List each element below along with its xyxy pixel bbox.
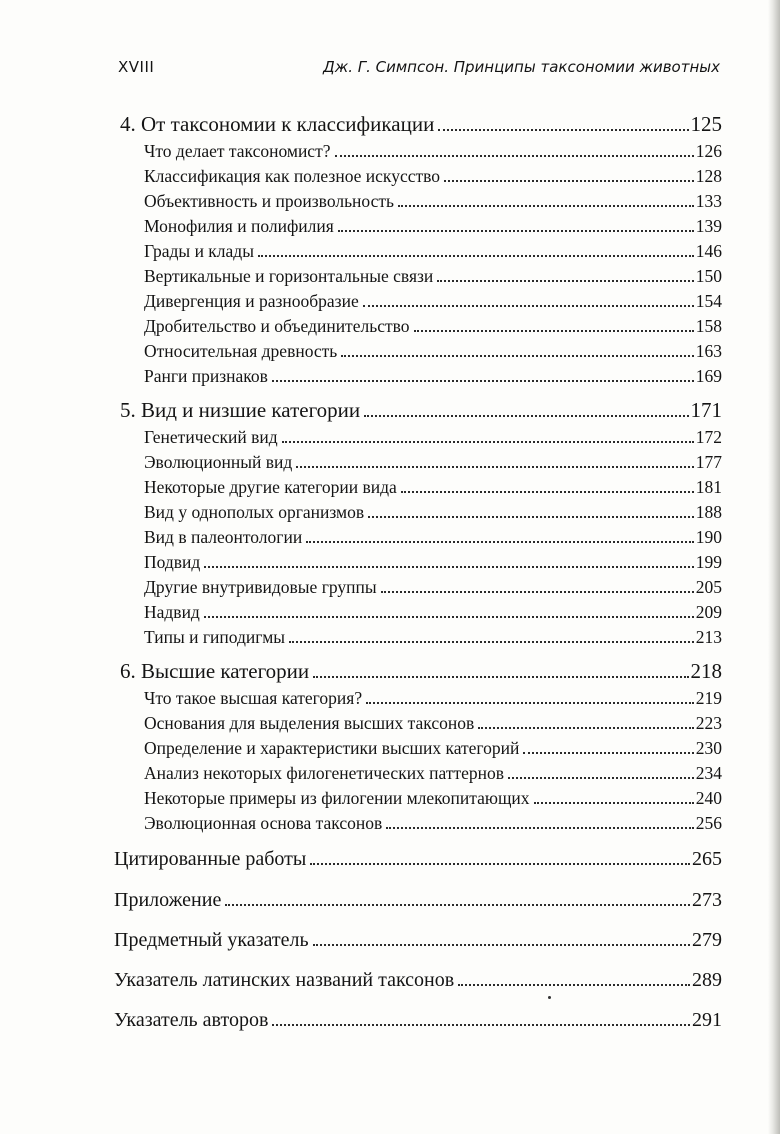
page-number: 190 bbox=[695, 527, 722, 547]
dot-leader bbox=[313, 942, 690, 946]
entry-title: Дробительство и объединительство bbox=[144, 316, 410, 336]
print-speck bbox=[548, 996, 551, 999]
dot-leader bbox=[204, 614, 694, 618]
entry-title: Вид у однополых организмов bbox=[144, 502, 365, 522]
page-number: 291 bbox=[692, 1009, 722, 1031]
entry-title: Анализ некоторых филогенетических паттернов bbox=[144, 763, 505, 783]
page-number: 126 bbox=[695, 141, 722, 161]
dot-leader bbox=[338, 228, 694, 232]
entry-title: Дивергенция и разнообразие bbox=[144, 291, 359, 311]
section-entry bbox=[144, 527, 722, 548]
section-entry bbox=[144, 788, 722, 809]
dot-leader bbox=[398, 203, 694, 207]
section-entry bbox=[144, 738, 722, 759]
section-entry bbox=[144, 427, 722, 448]
dot-leader bbox=[289, 639, 694, 643]
entry-title: Подвид bbox=[144, 552, 201, 572]
page-number: 223 bbox=[695, 713, 722, 733]
chapter-entry bbox=[120, 659, 722, 684]
entry-title: Что такое высшая категория? bbox=[144, 688, 363, 708]
entry-title: Относительная древность bbox=[144, 341, 338, 361]
page-number: 289 bbox=[692, 969, 722, 991]
entry-title: Ранги признаков bbox=[144, 366, 268, 386]
dot-leader bbox=[272, 1022, 690, 1026]
dot-leader bbox=[458, 982, 690, 986]
dot-leader bbox=[523, 750, 693, 754]
back-matter-entry bbox=[114, 969, 722, 992]
page-edge-shadow bbox=[768, 0, 780, 1134]
dot-leader bbox=[204, 564, 693, 568]
section-entry bbox=[144, 713, 722, 734]
dot-leader bbox=[401, 489, 694, 493]
back-matter-entry bbox=[114, 889, 722, 912]
entry-title: 6. Высшие категории bbox=[120, 659, 310, 683]
page-number: 188 bbox=[695, 502, 722, 522]
section-entry bbox=[144, 477, 722, 498]
entry-title: Монофилия и полифилия bbox=[144, 216, 334, 236]
dot-leader bbox=[313, 674, 688, 678]
section-entry bbox=[144, 502, 722, 523]
back-matter-entry bbox=[114, 1009, 722, 1032]
page-number: 125 bbox=[690, 112, 722, 136]
dot-leader bbox=[508, 775, 694, 779]
page-number: 154 bbox=[695, 291, 722, 311]
entry-title: Некоторые другие категории вида bbox=[144, 477, 397, 497]
back-matter-entry bbox=[114, 929, 722, 952]
section-entry bbox=[144, 602, 722, 623]
dot-leader bbox=[444, 178, 694, 182]
section-entry bbox=[144, 141, 722, 162]
entry-title: Надвид bbox=[144, 602, 200, 622]
page-folio: XVIII bbox=[118, 58, 155, 76]
dot-leader bbox=[381, 589, 694, 593]
entry-title: Вертикальные и горизонтальные связи bbox=[144, 266, 434, 286]
dot-leader bbox=[335, 153, 694, 157]
page-number: 172 bbox=[695, 427, 722, 447]
entry-title: Эволюционный вид bbox=[144, 452, 293, 472]
entry-title: Цитированные работы bbox=[114, 848, 307, 870]
page-number: 169 bbox=[695, 366, 722, 386]
page-number: 199 bbox=[695, 552, 722, 572]
dot-leader bbox=[437, 278, 693, 282]
entry-title: Другие внутривидовые группы bbox=[144, 577, 377, 597]
dot-leader bbox=[438, 127, 688, 131]
entry-title: 5. Вид и низшие категории bbox=[120, 398, 361, 422]
section-entry bbox=[144, 166, 722, 187]
entry-title: Указатель латинских названий таксонов bbox=[114, 969, 455, 991]
page-number: 240 bbox=[695, 788, 722, 808]
entry-title: Классификация как полезное искусство bbox=[144, 166, 441, 186]
entry-title: Приложение bbox=[114, 889, 222, 911]
page-number: 128 bbox=[695, 166, 722, 186]
page-number: 205 bbox=[695, 577, 722, 597]
section-entry bbox=[144, 763, 722, 784]
dot-leader bbox=[282, 439, 694, 443]
page-number: 273 bbox=[692, 889, 722, 911]
page-number: 219 bbox=[695, 688, 722, 708]
section-entry bbox=[144, 316, 722, 337]
page-number: 209 bbox=[695, 602, 722, 622]
entry-title: Что делает таксономист? bbox=[144, 141, 331, 161]
page-number: 150 bbox=[695, 266, 722, 286]
section-entry bbox=[144, 191, 722, 212]
page-number: 265 bbox=[692, 848, 722, 870]
entry-title: 4. От таксономии к классификации bbox=[120, 112, 435, 136]
page-number: 177 bbox=[695, 452, 722, 472]
section-entry bbox=[144, 341, 722, 362]
chapter-entry bbox=[120, 398, 722, 423]
page-number: 213 bbox=[695, 627, 722, 647]
section-entry bbox=[144, 813, 722, 834]
entry-title: Типы и гиподигмы bbox=[144, 627, 286, 647]
section-entry bbox=[144, 577, 722, 598]
chapter-entry bbox=[120, 112, 722, 137]
entry-title: Объективность и произвольность bbox=[144, 191, 394, 211]
dot-leader bbox=[534, 800, 694, 804]
section-entry bbox=[144, 452, 722, 473]
section-entry bbox=[144, 266, 722, 287]
page-number: 146 bbox=[695, 241, 722, 261]
entry-title: Определение и характеристики высших категорий bbox=[144, 738, 520, 758]
page-number: 230 bbox=[695, 738, 722, 758]
dot-leader bbox=[341, 353, 693, 357]
running-title: Дж. Г. Симпсон. Принципы таксономии животных bbox=[322, 58, 720, 76]
dot-leader bbox=[363, 303, 694, 307]
back-matter-entry bbox=[114, 848, 722, 871]
dot-leader bbox=[296, 464, 693, 468]
dot-leader bbox=[306, 539, 694, 543]
page-number: 158 bbox=[695, 316, 722, 336]
page-number: 171 bbox=[690, 398, 722, 422]
running-header bbox=[118, 58, 720, 82]
dot-leader bbox=[258, 253, 694, 257]
page-number: 256 bbox=[695, 813, 722, 833]
page-number: 139 bbox=[695, 216, 722, 236]
entry-title: Предметный указатель bbox=[114, 929, 309, 951]
entry-title: Эволюционная основа таксонов bbox=[144, 813, 383, 833]
entry-title: Основания для выделения высших таксонов bbox=[144, 713, 475, 733]
entry-title: Генетический вид bbox=[144, 427, 278, 447]
section-entry bbox=[144, 291, 722, 312]
dot-leader bbox=[366, 700, 694, 704]
page-number: 133 bbox=[695, 191, 722, 211]
dot-leader bbox=[368, 514, 694, 518]
dot-leader bbox=[225, 902, 690, 906]
section-entry bbox=[144, 627, 722, 648]
page-number: 279 bbox=[692, 929, 722, 951]
section-entry bbox=[144, 216, 722, 237]
dot-leader bbox=[272, 378, 694, 382]
dot-leader bbox=[414, 328, 694, 332]
dot-leader bbox=[386, 825, 693, 829]
entry-title: Вид в палеонтологии bbox=[144, 527, 303, 547]
page-number: 181 bbox=[695, 477, 722, 497]
section-entry bbox=[144, 241, 722, 262]
page-number: 163 bbox=[695, 341, 722, 361]
dot-leader bbox=[478, 725, 694, 729]
section-entry bbox=[144, 552, 722, 573]
page-number: 234 bbox=[695, 763, 722, 783]
entry-title: Указатель авторов bbox=[114, 1009, 269, 1031]
section-entry bbox=[144, 688, 722, 709]
dot-leader bbox=[364, 413, 688, 417]
dot-leader bbox=[310, 861, 690, 865]
entry-title: Грады и клады bbox=[144, 241, 254, 261]
section-entry bbox=[144, 366, 722, 387]
entry-title: Некоторые примеры из филогении млекопитающих bbox=[144, 788, 530, 808]
page-number: 218 bbox=[690, 659, 722, 683]
